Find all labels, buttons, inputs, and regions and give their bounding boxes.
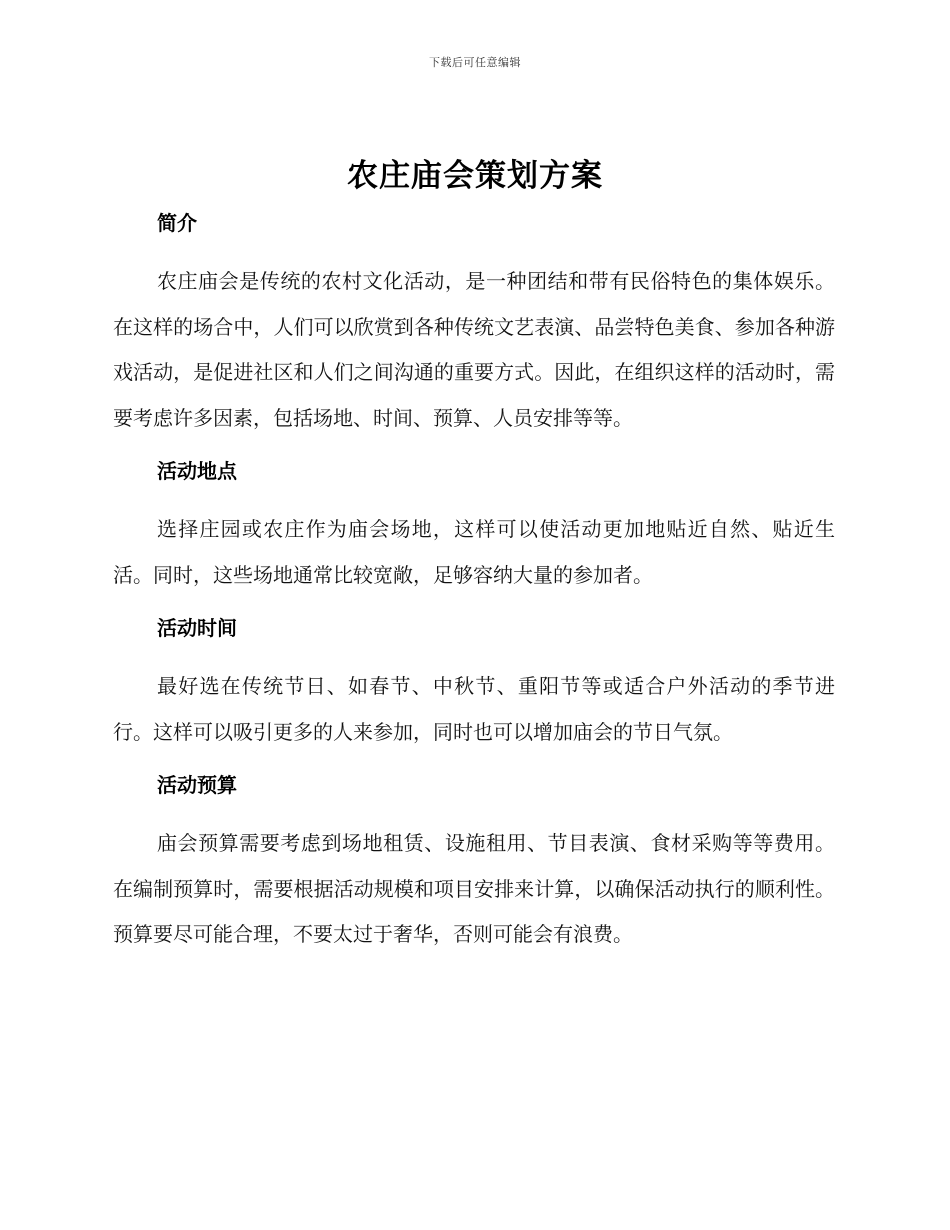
section-budget <box>113 765 835 958</box>
document-title: 农庄庙会策划方案 <box>347 158 603 194</box>
section-paragraph: 农庄庙会是传统的农村文化活动，是一种团结和带有民俗特色的集体娱乐。在这样的场合中，人们可以欣赏到各种传统文艺表演、品尝特色美食、参加各种游戏活动，是促进社区和人们之间沟通的重要方式。因此，在组织这样的活动时，需要考虑许多因素，包括场地、时间、预算、人员安排等等。 <box>113 269 835 430</box>
document-body <box>113 203 835 958</box>
section-paragraph: 最好选在传统节日、如春节、中秋节、重阳节等或适合户外活动的季节进行。这样可以吸引更多的人来参加，同时也可以增加庙会的节日气氛。 <box>113 674 835 744</box>
section-intro <box>113 203 835 451</box>
section-heading: 简介 <box>157 211 197 235</box>
section-time <box>113 608 835 765</box>
section-paragraph: 庙会预算需要考虑到场地租赁、设施租用、节目表演、食材采购等等费用。在编制预算时，需要根据活动规模和项目安排来计算，以确保活动执行的顺利性。预算要尽可能合理，不要太过于奢华，否则可能会有浪费。 <box>113 831 835 946</box>
section-heading: 活动地点 <box>157 459 237 483</box>
section-paragraph: 选择庄园或农庄作为庙会场地，这样可以使活动更加地贴近自然、贴近生活。同时，这些场地通常比较宽敞，足够容纳大量的参加者。 <box>113 517 835 587</box>
section-heading: 活动时间 <box>157 616 237 640</box>
section-location <box>113 451 835 608</box>
section-heading: 活动预算 <box>157 773 237 797</box>
page-header-note: 下载后可任意编辑 <box>429 56 521 69</box>
